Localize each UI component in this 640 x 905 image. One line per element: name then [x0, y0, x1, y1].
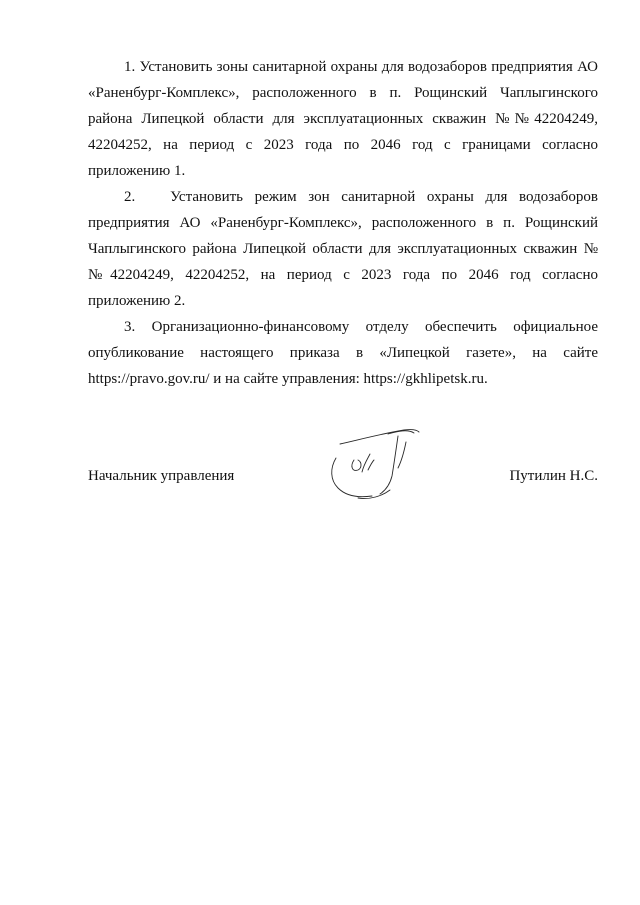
signer-name: Путилин Н.С. [509, 468, 598, 484]
paragraph-3: 3. Организационно-финансовому отделу обеспечить официальное опубликование настоящего приказа в «Липецкой газете», на сайте https://pravo.gov.ru/ и на сайте управления: https://gkhlipetsk.ru. [88, 319, 598, 387]
paragraph-2: 2. Установить режим зон санитарной охраны для водозаборов предприятия АО «Раненбург-Комплекс», расположенного в п. Рощинский Чаплыгинского района Липецкой области для эксплуатационных скважин №№42204249, 42204252, на период с 2023 года по 2046 год согласно приложению 2. [88, 189, 598, 309]
document-body [88, 54, 598, 392]
handwritten-signature-icon [318, 420, 428, 510]
signature-block [88, 420, 598, 510]
paragraph-1: 1. Установить зоны санитарной охраны для водозаборов предприятия АО «Раненбург-Комплекс», расположенного в п. Рощинский Чаплыгинского района Липецкой области для эксплуатационных скважин №№42204249, 42204252, на период с 2023 года по 2046 год с границами согласно приложению 1. [88, 59, 598, 179]
position-title: Начальник управления [88, 468, 235, 484]
